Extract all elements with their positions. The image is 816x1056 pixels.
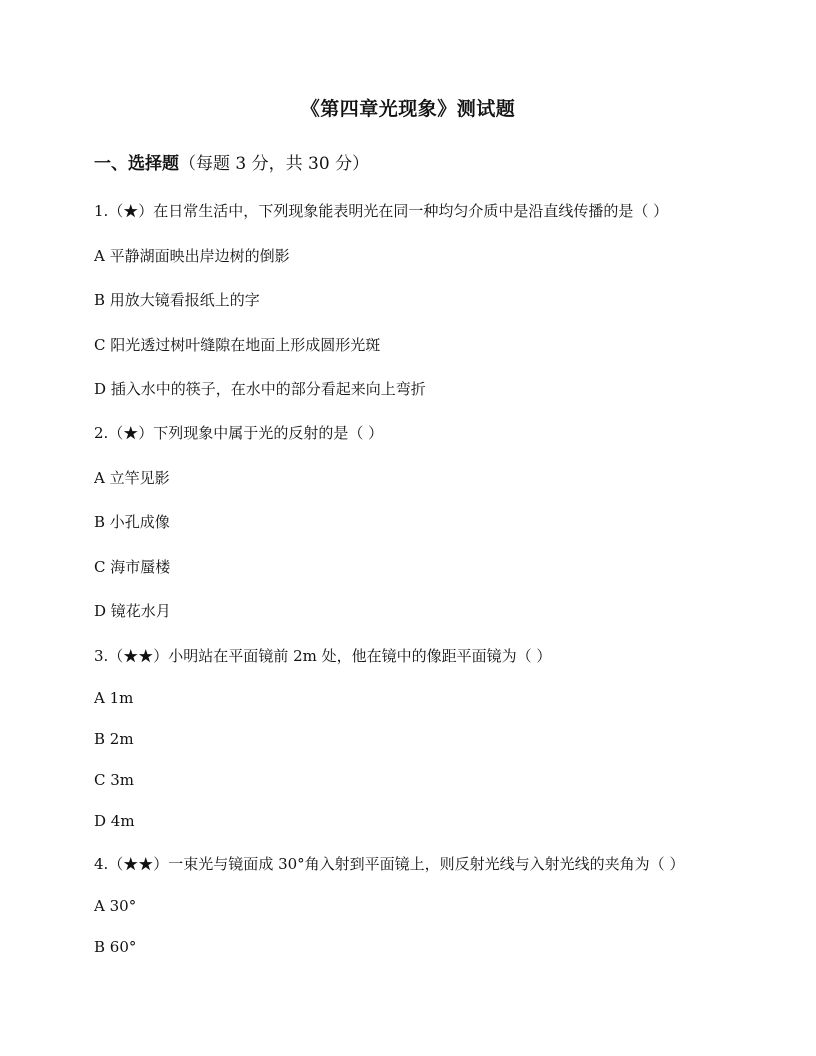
question-2-option-d: D 镜花水月 (94, 602, 171, 620)
section-heading-note: （每题 3 分，共 30 分） (179, 154, 370, 174)
section-heading (94, 149, 369, 174)
question-1-option-c: C 阳光透过树叶缝隙在地面上形成圆形光斑 (94, 336, 381, 354)
question-1-option-d: D 插入水中的筷子，在水中的部分看起来向上弯折 (94, 380, 426, 398)
question-3-option-b: B 2m (94, 730, 134, 748)
question-3-option-d: D 4m (94, 812, 135, 830)
question-4-option-a: A 30° (94, 897, 137, 915)
question-1-option-b: B 用放大镜看报纸上的字 (94, 291, 260, 309)
section-heading-label: 一、选择题 (94, 154, 179, 174)
question-1-option-a: A 平静湖面映出岸边树的倒影 (94, 247, 290, 265)
document-title: 《第四章光现象》测试题 (300, 98, 516, 120)
question-3-option-c: C 3m (94, 771, 135, 789)
question-2-option-c: C 海市蜃楼 (94, 558, 171, 576)
question-1-stem: 1.（★）在日常生活中，下列现象能表明光在同一种均匀介质中是沿直线传播的是（ ） (94, 202, 669, 220)
question-4-option-b: B 60° (94, 938, 137, 956)
question-3-option-a: A 1m (94, 689, 134, 707)
question-3-stem: 3.（★★）小明站在平面镜前 2m 处，他在镜中的像距平面镜为（ ） (94, 647, 552, 665)
question-2-option-a: A 立竿见影 (94, 469, 170, 487)
question-2-stem: 2.（★）下列现象中属于光的反射的是（ ） (94, 424, 384, 442)
question-2-option-b: B 小孔成像 (94, 513, 170, 531)
question-4-stem: 4.（★★）一束光与镜面成 30°角入射到平面镜上，则反射光线与入射光线的夹角为（ ） (94, 855, 685, 873)
